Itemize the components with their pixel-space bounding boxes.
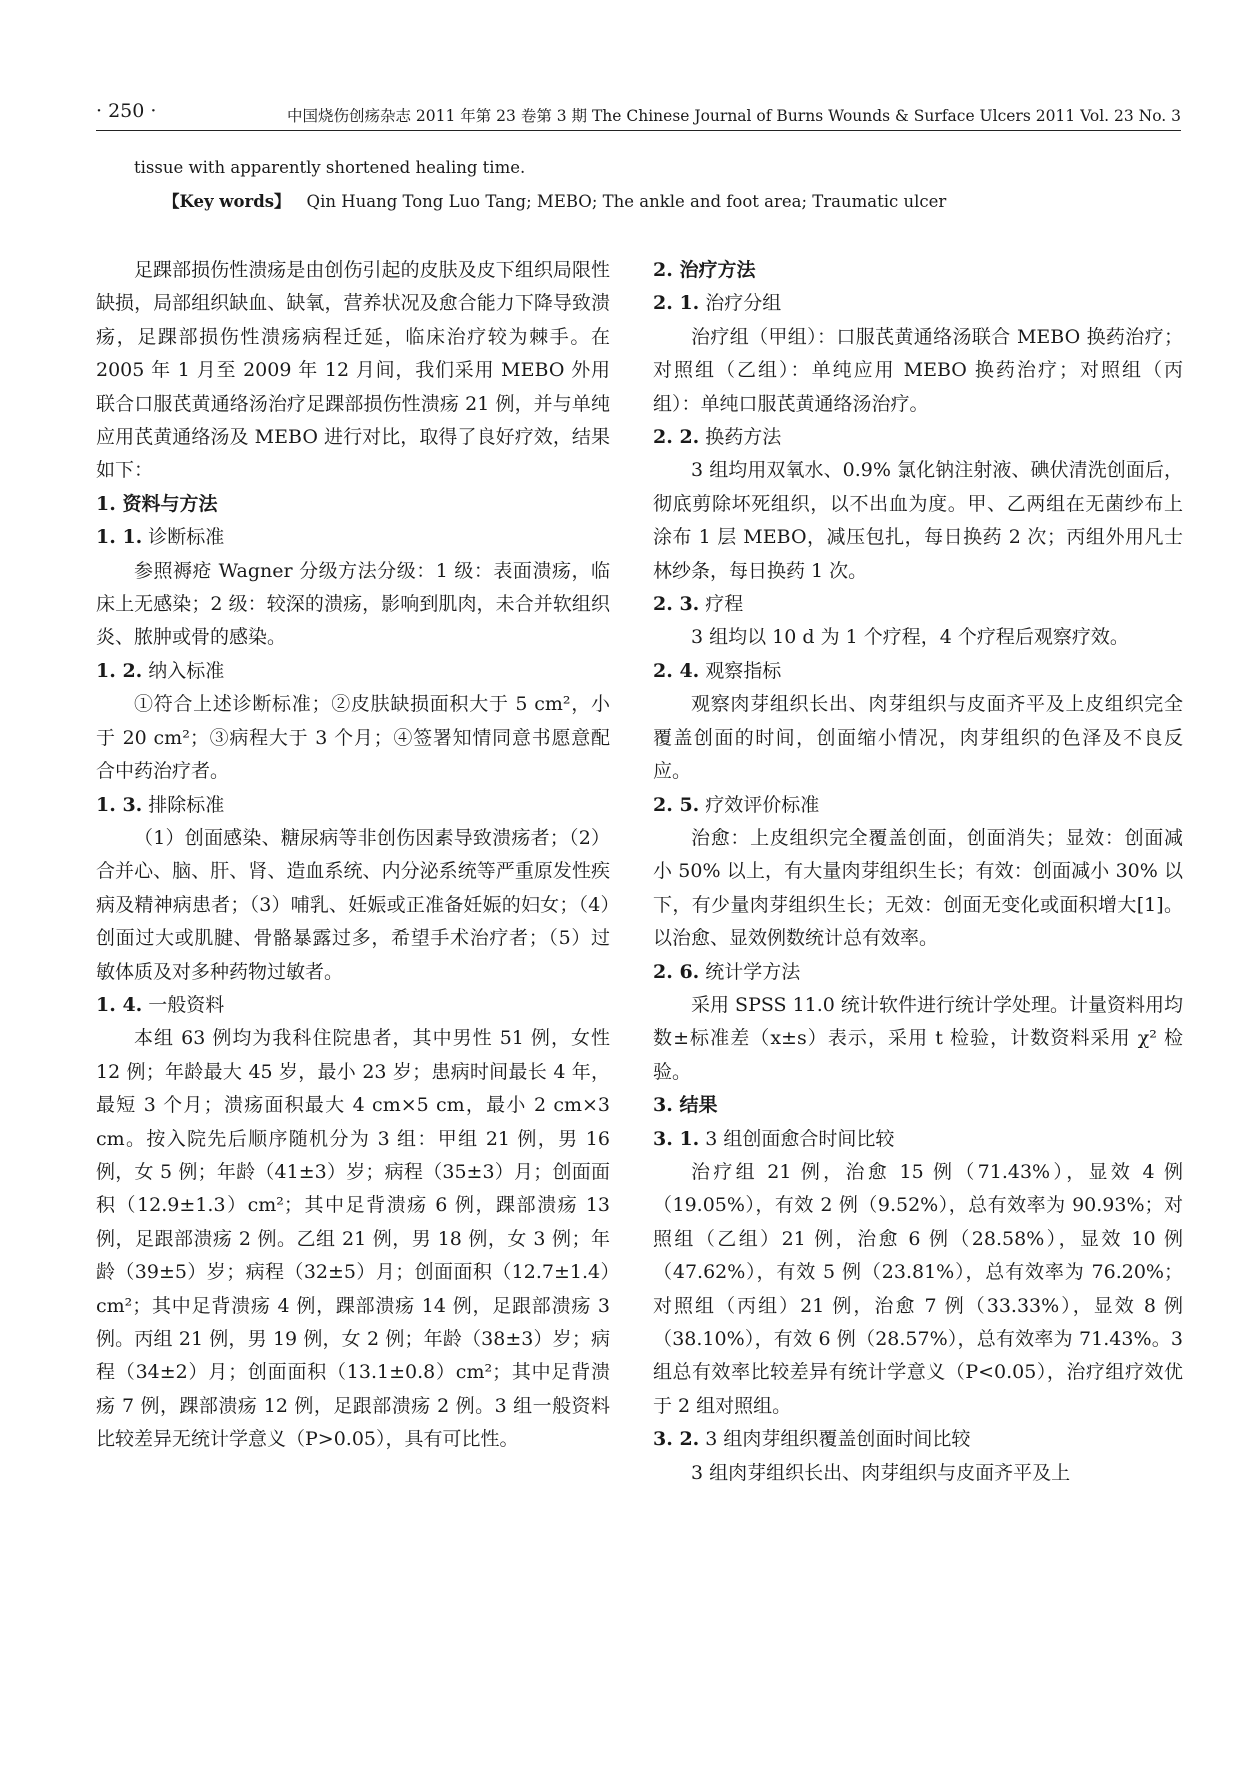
subsection-title: 3 组创面愈合时间比较 [705, 1127, 895, 1150]
subsection-heading [653, 956, 1183, 989]
paragraph: 治疗组 21 例，治愈 15 例（71.43%），显效 4 例（19.05%），有效 2 例（9.52%），总有效率为 90.93%；对照组（乙组）21 例，治愈 6 例（28.58%），显效 10 例（47.62%），有效 5 例（23.81%），总有效率为 76.20%；对照组（丙组）21 例，治愈 7 例（33.33%），显效 8 例（38.10%），有效 6 例（28.57%），总有效率为 71.43%。3 组总有效率比较差异有统计学意义（P<0.05），治疗组疗效优于 2 组对照组。 [653, 1160, 1183, 1417]
subsection-heading [653, 588, 1183, 621]
subsection-number: 2. 3. [653, 593, 700, 616]
subsection-title: 纳入标准 [148, 659, 225, 682]
section-heading: 3. 结果 [653, 1094, 718, 1117]
subsection-number: 1. 3. [96, 793, 143, 816]
subsection-heading [96, 789, 610, 822]
subsection-heading [653, 421, 1183, 454]
subsection-number: 2. 1. [653, 292, 700, 315]
paragraph: 本组 63 例均为我科住院患者，其中男性 51 例，女性 12 例；年龄最大 45 岁，最小 23 岁；患病时间最长 4 年，最短 3 个月；溃疡面积最大 4 cm×5 cm，最小 2 cm×3 cm。按入院先后顺序随机分为 3 组：甲组 21 例，男 16 例，女 5 例；年龄（41±3）岁；病程（35±3）月；创面面积（12.9±1.3）cm²；其中足背溃疡 6 例，踝部溃疡 13 例，足跟部溃疡 2 例。乙组 21 例，男 18 例，女 3 例；年龄（39±5）岁；病程（32±5）月；创面面积（12.7±1.4）cm²；其中足背溃疡 4 例，踝部溃疡 14 例，足跟部溃疡 3 例。丙组 21 例，男 19 例，女 2 例；年龄（38±3）岁；病程（34±2）月；创面面积（13.1±0.8）cm²；其中足背溃疡 7 例，踝部溃疡 12 例，足跟部溃疡 2 例。3 组一般资料比较差异无统计学意义（P>0.05），具有可比性。 [96, 1027, 610, 1451]
subsection-heading [96, 521, 610, 554]
paragraph: 3 组均用双氧水、0.9% 氯化钠注射液、碘伏清洗创面后，彻底剪除坏死组织，以不出血为度。甲、乙两组在无菌纱布上涂布 1 层 MEBO，减压包扎，每日换药 2 次；丙组外用凡士林纱条，每日换药 1 次。 [653, 459, 1183, 582]
subsection-number: 2. 5. [653, 793, 700, 816]
paragraph: （1）创面感染、糖尿病等非创伤因素导致溃疡者；（2）合并心、脑、肝、肾、造血系统、内分泌系统等严重原发性疾病及精神病患者；（3）哺乳、妊娠或正准备妊娠的妇女；（4）创面过大或肌腱、骨骼暴露过多，希望手术治疗者；（5）过敏体质及对多种药物过敏者。 [96, 826, 610, 983]
subsection-number: 3. 2. [653, 1428, 700, 1451]
keywords-line [163, 188, 946, 212]
subsection-title: 治疗分组 [705, 292, 782, 315]
subsection-title: 一般资料 [148, 993, 225, 1016]
intro-paragraph: 足踝部损伤性溃疡是由创伤引起的皮肤及皮下组织局限性缺损，局部组织缺血、缺氧，营养状况及愈合能力下降导致溃疡，足踝部损伤性溃疡病程迁延，临床治疗较为棘手。在 2005 年 1 月至 2009 年 12 月间，我们采用 MEBO 外用联合口服芪黄通络汤治疗足踝部损伤性溃疡 21 例，并与单纯应用芪黄通络汤及 MEBO 进行对比，取得了良好疗效，结果如下： [96, 259, 610, 482]
subsection-title: 3 组肉芽组织覆盖创面时间比较 [705, 1428, 971, 1451]
running-header [96, 96, 1181, 131]
subsection-heading [653, 789, 1183, 822]
subsection-title: 诊断标准 [148, 526, 225, 549]
left-column [96, 254, 610, 1457]
subsection-title: 观察指标 [705, 659, 782, 682]
section-heading: 1. 资料与方法 [96, 492, 218, 515]
paragraph: ①符合上述诊断标准；②皮肤缺损面积大于 5 cm²，小于 20 cm²；③病程大于 3 个月；④签署知情同意书愿意配合中药治疗者。 [96, 693, 610, 783]
subsection-heading [653, 655, 1183, 688]
journal-title: 中国烧伤创疡杂志 2011 年第 23 卷第 3 期 The Chinese Journal of Burns Wounds & Surface Ulcers 2011 Vol. 23 No. 3 [286, 107, 1181, 125]
paragraph: 治疗组（甲组）：口服芪黄通络汤联合 MEBO 换药治疗；对照组（乙组）：单纯应用 MEBO 换药治疗；对照组（丙组）：单纯口服芪黄通络汤治疗。 [653, 325, 1183, 415]
paragraph: 治愈：上皮组织完全覆盖创面，创面消失；显效：创面减小 50% 以上，有大量肉芽组织生长；有效：创面减小 30% 以下，有少量肉芽组织生长；无效：创面无变化或面积增大[1]。以治愈、显效例数统计总有效率。 [653, 826, 1183, 950]
paragraph: 3 组肉芽组织长出、肉芽组织与皮面齐平及上 [691, 1461, 1071, 1484]
paragraph: 3 组均以 10 d 为 1 个疗程，4 个疗程后观察疗效。 [691, 626, 1129, 649]
subsection-number: 1. 2. [96, 659, 143, 682]
paragraph: 观察肉芽组织长出、肉芽组织与皮面齐平及上皮组织完全覆盖创面的时间，创面缩小情况，肉芽组织的色泽及不良反应。 [653, 693, 1183, 783]
subsection-number: 2. 6. [653, 960, 700, 983]
paragraph: 采用 SPSS 11.0 统计软件进行统计学处理。计量资料用均数±标准差（x±s）表示，采用 t 检验，计数资料采用 χ² 检验。 [653, 993, 1183, 1083]
subsection-number: 1. 4. [96, 993, 143, 1016]
subsection-heading [653, 1123, 1183, 1156]
subsection-title: 疗程 [705, 593, 744, 616]
subsection-number: 2. 2. [653, 426, 700, 449]
subsection-title: 排除标准 [148, 793, 225, 816]
subsection-heading [653, 1423, 1183, 1456]
subsection-title: 换药方法 [705, 426, 782, 449]
subsection-title: 疗效评价标准 [705, 793, 820, 816]
subsection-heading [653, 287, 1183, 320]
subsection-number: 1. 1. [96, 526, 143, 549]
page-number: · 250 · [96, 100, 157, 122]
keywords-text: Qin Huang Tong Luo Tang; MEBO; The ankle and foot area; Traumatic ulcer [306, 192, 947, 211]
subsection-number: 3. 1. [653, 1127, 700, 1150]
right-column [653, 254, 1183, 1490]
keywords-label: 【Key words】 [163, 192, 291, 211]
subsection-title: 统计学方法 [705, 960, 801, 983]
subsection-heading [96, 655, 610, 688]
paragraph: 参照褥疮 Wagner 分级方法分级：1 级：表面溃疡，临床上无感染；2 级：较深的溃疡，影响到肌肉，未合并软组织炎、脓肿或骨的感染。 [96, 559, 610, 649]
subsection-number: 2. 4. [653, 659, 700, 682]
section-heading: 2. 治疗方法 [653, 259, 756, 281]
abstract-tail: tissue with apparently shortened healing time. [134, 158, 526, 177]
subsection-heading [96, 989, 610, 1022]
